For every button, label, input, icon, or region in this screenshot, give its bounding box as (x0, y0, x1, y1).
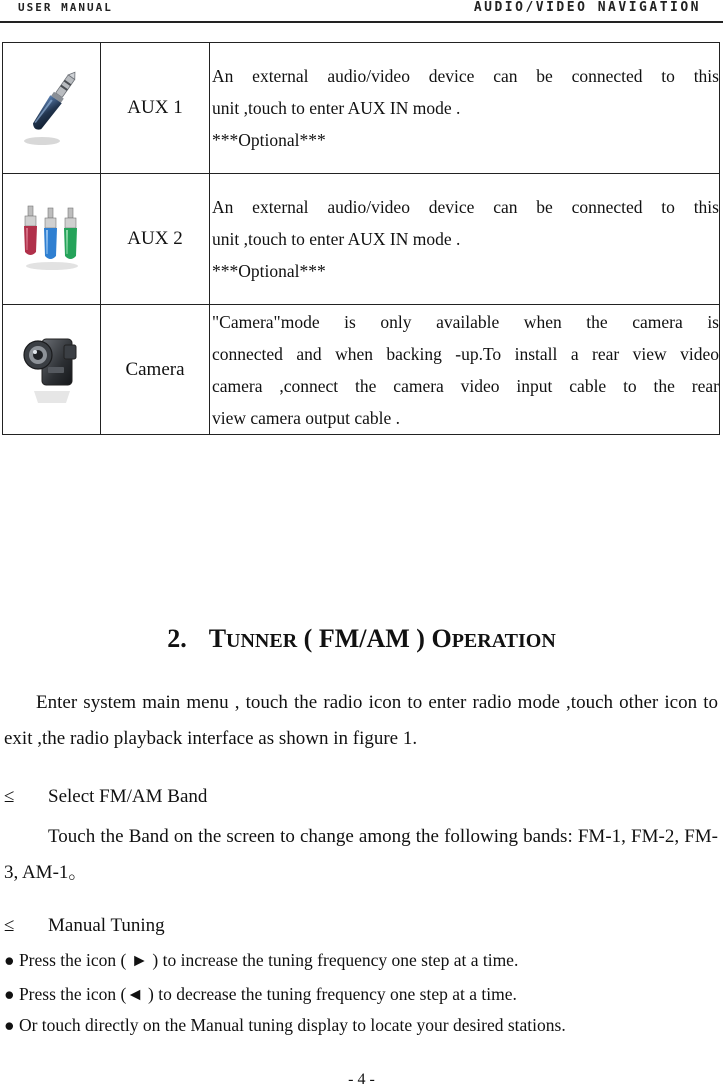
page-header (0, 0, 723, 22)
list-item: ● Press the icon ( ► ) to increase the tuning frequency one step at a time. (4, 950, 519, 970)
band-heading: ≤ Select FM/AM Band (4, 786, 208, 807)
list-item: ● Or touch directly on the Manual tuning display to locate your desired stations. (4, 1015, 566, 1035)
table-row (3, 174, 720, 305)
camcorder-icon (20, 392, 84, 409)
section-number: 2. (167, 624, 187, 653)
manual-heading: ≤ Manual Tuning (4, 915, 165, 936)
row-name: AUX 1 (101, 43, 210, 174)
header-right: AUDIO/VIDEO NAVIGATION (473, 0, 701, 15)
feature-table (2, 42, 720, 435)
header-left: USER MANUAL (18, 1, 113, 14)
intro-paragraph: Enter system main menu , touch the radio icon to enter radio mode ,touch other icon to exit ,the radio playback interface as shown in figure 1. (4, 692, 718, 749)
row-description: "Camera"mode is only available when the camera is connected and when backing -up.To install a rear view video camera ,connect the camera video input cable to the rear view camera output cable . (210, 305, 720, 435)
row-description: An external audio/video device can be connected to this unit ,touch to enter AUX IN mode . ***Optional*** (210, 43, 720, 174)
list-item: ● Press the icon (◄ ) to decrease the tuning frequency one step at a time. (4, 984, 517, 1004)
header-rule (0, 21, 723, 23)
row-description: An external audio/video device can be connected to this unit ,touch to enter AUX IN mode . ***Optional*** (210, 174, 720, 305)
bullet-symbol: ≤ (4, 786, 15, 807)
page-number: - 4 - (348, 1071, 375, 1088)
band-paragraph: Touch the Band on the screen to change among the following bands: FM-1, FM-2, FM-3, AM-1。 (4, 826, 718, 883)
audio-jack-icon (22, 134, 82, 151)
rca-cables-icon (19, 259, 85, 276)
bullet-symbol: ≤ (4, 915, 15, 936)
section-title: 2. TUNNER ( FM/AM ) OPERATION (167, 624, 556, 653)
row-name: AUX 2 (101, 174, 210, 305)
table-row (3, 43, 720, 174)
table-row (3, 305, 720, 435)
row-name: Camera (101, 305, 210, 435)
